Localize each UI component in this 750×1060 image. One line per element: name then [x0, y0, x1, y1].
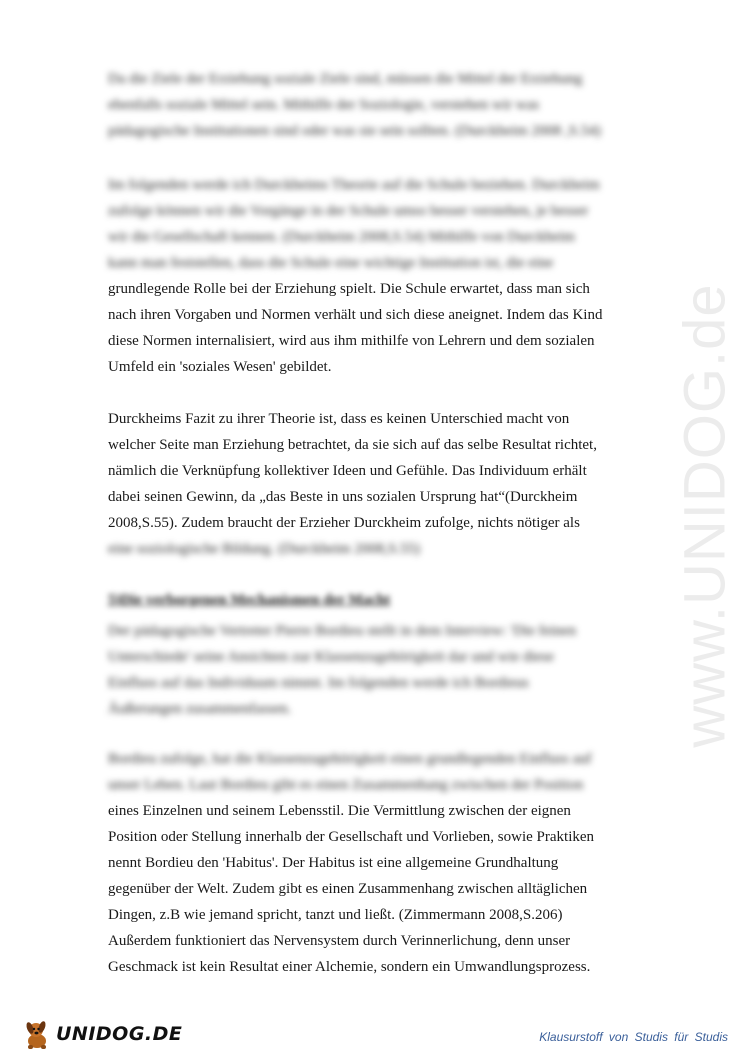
paragraph-1: [108, 66, 628, 144]
text-line: ebenfalls soziale Mittel sein. Mithilfe der Soziologie, verstehen wir was: [108, 97, 540, 113]
text-line: Durckheims Fazit zu ihrer Theorie ist, dass es keinen Unterschied macht von: [108, 411, 570, 427]
text-line: Dingen, z.B wie jemand spricht, tanzt und ließt. (Zimmermann 2008,S.206): [108, 907, 563, 923]
paragraph-4: [108, 618, 628, 722]
text-line: Im folgenden werde ich Durckheims Theorie auf die Schule beziehen. Durckheim: [108, 177, 600, 193]
text-line: Umfeld ein 'soziales Wesen' gebildet.: [108, 359, 332, 375]
paragraph-2: [108, 172, 628, 380]
text-line: Der pädagogische Vertreter Pierre Bordieu stellt in dem Interview: 'Die feinen: [108, 623, 577, 639]
text-line: wir die Gesellschaft kennen. (Durckheim 2008,S.54) Mithilfe von Durckheim: [108, 229, 575, 245]
text-line: grundlegende Rolle bei der Erziehung spielt. Die Schule erwartet, dass man sich: [108, 281, 590, 297]
text-line: nennt Bordieu den 'Habitus'. Der Habitus ist eine allgemeine Grundhaltung: [108, 855, 559, 871]
footer-slogan: Klausurstoff von Studis für Studis: [539, 1030, 728, 1044]
unidog-logo[interactable]: [20, 1016, 182, 1052]
text-line: Unterschiede' seine Ansichten zur Klassenzugehörigkeit dar und wie diese: [108, 649, 554, 665]
text-line: gegenüber der Welt. Zudem gibt es einen Zusammenhang zwischen alltäglichen: [108, 881, 588, 897]
text-line: eine soziologische Bildung. (Durckheim 2008,S.55): [108, 541, 421, 557]
text-line: eines Einzelnen und seinem Lebensstil. Die Vermittlung zwischen der eignen: [108, 803, 571, 819]
text-line: Außerdem funktioniert das Nervensystem durch Verinnerlichung, denn unser: [108, 933, 571, 949]
text-line: unser Leben. Laut Bordieu gibt es einen Zusammenhang zwischen der Position: [108, 777, 584, 793]
text-line: Geschmack ist kein Resultat einer Alchemie, sondern ein Umwandlungsprozess.: [108, 959, 591, 975]
text-line: kann man feststellen, dass die Schule eine wichtige Institution ist, die eine: [108, 255, 554, 271]
paragraph-3: [108, 406, 628, 562]
watermark: [660, 280, 750, 750]
logo-text: UNIDOG.DE: [56, 1023, 183, 1045]
dog-mascot-icon: [20, 1017, 54, 1051]
text-line: 2008,S.55). Zudem braucht der Erzieher Durckheim zufolge, nichts nötiger als: [108, 515, 580, 531]
text-line: Bordieu zufolge, hat die Klassenzugehörigkeit einen grundlegenden Einfluss auf: [108, 751, 592, 767]
text-line: diese Normen internalisiert, wird aus ihm mithilfe von Lehrern und dem sozialen: [108, 333, 595, 349]
text-line: zufolge können wir die Vorgänge in der Schule umso besser verstehen, je besser: [108, 203, 589, 219]
text-line: nämlich die Verknüpfung kollektiver Ideen und Gefühle. Das Individuum erhält: [108, 463, 587, 479]
text-line: Einfluss auf das Individuum nimmt. Im folgenden werde ich Bordieus: [108, 675, 529, 691]
paragraph-5: [108, 746, 628, 980]
text-line: Position oder Stellung innerhalb der Gesellschaft und Vorlieben, sowie Praktiken: [108, 829, 595, 845]
watermark-text: www.UNIDOG.de: [672, 282, 738, 748]
text-line: welcher Seite man Erziehung betrachtet, da sie sich auf das selbe Resultat richtet,: [108, 437, 597, 453]
section-heading: 5)Die verborgenen Mechanismen der Macht: [108, 592, 391, 608]
text-line: nach ihren Vorgaben und Normen verhält und sich diese aneignet. Indem das Kind: [108, 307, 603, 323]
text-line: pädagogische Institutionen sind oder was sie sein sollten. (Durckheim 2008 ,S.54): [108, 123, 601, 139]
text-line: Da die Ziele der Erziehung soziale Ziele sind, müssen die Mittel der Erziehung: [108, 71, 583, 87]
text-line: dabei seinen Gewinn, da „das Beste in uns sozialen Ursprung hat“(Durckheim: [108, 489, 578, 505]
text-line: Äußerungen zusammenfassen.: [108, 701, 292, 717]
